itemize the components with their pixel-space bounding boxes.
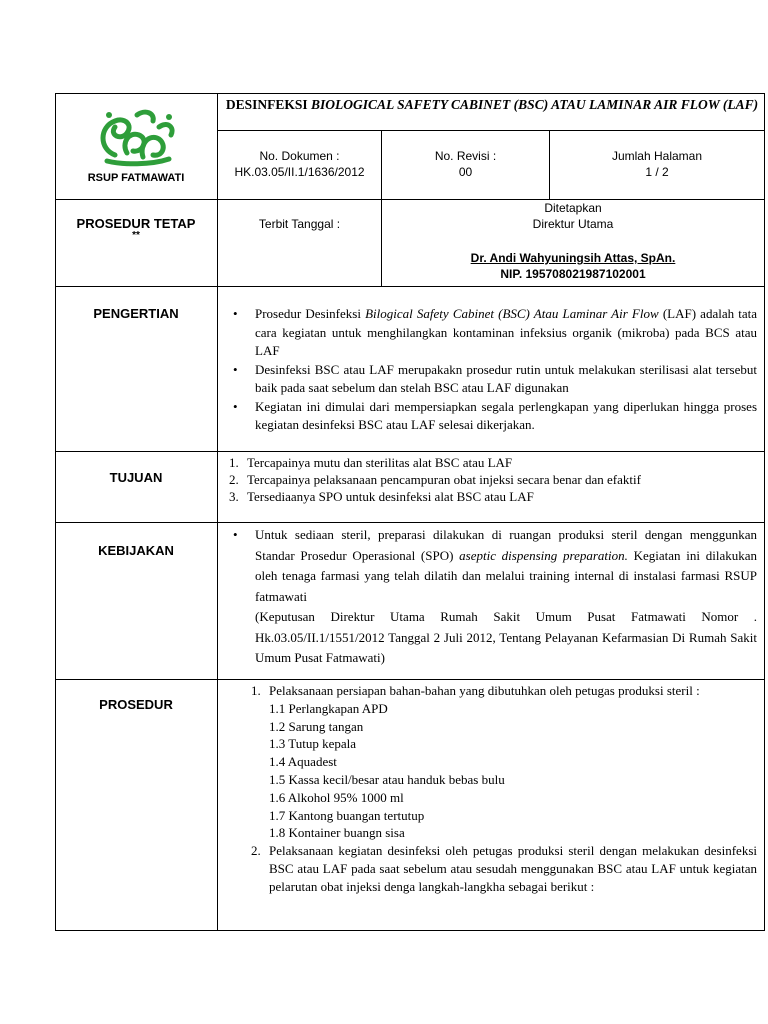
sop-label (55, 217, 217, 241)
row-divider (55, 679, 765, 680)
approver-name: Dr. Andi Wahyuningsih Attas, SpAn. (470, 251, 676, 265)
section-body-pengertian (227, 305, 757, 435)
document-title-italic: BIOLOGICAL SAFETY CABINET (BSC) ATAU LAMINAR AIR FLOW (LAF) (311, 97, 759, 112)
sop-label-text: PROSEDUR TETAP (76, 216, 196, 231)
approver-title: Direktur Utama (532, 217, 614, 231)
list-item-text: Tercapainya mutu dan sterilitas alat BSC atau LAF (247, 455, 513, 470)
rsup-fatmawati-logo (93, 105, 181, 167)
row-divider (55, 286, 765, 287)
approval-label: Ditetapkan (544, 201, 602, 215)
table-border-bottom (55, 930, 765, 931)
list-item-text: (LAF) adalah tata cara kegiatan untuk menghilangkan kontaminan infeksius organik (mikroba) pada BCS atau LAF (255, 306, 757, 358)
section-body-kebijakan (227, 525, 757, 669)
list-item-text: Pelaksanaan persiapan bahan-bahan yang dibutuhkan oleh petugas produksi steril : (269, 683, 700, 698)
list-item-italic: aseptic dispensing preparation. (459, 547, 628, 563)
section-label-tujuan: TUJUAN (109, 470, 163, 485)
table-border-right (764, 93, 765, 931)
approval-block (382, 200, 764, 282)
list-item-text: Kegiatan ini dilakukan oleh tenaga farmasi yang telah dilatih dan melalui training internal di instalasi farmasi RSUP fatmawati (255, 547, 757, 604)
list-item: 2. Tercapainya pelaksanaan pencampuran obat injeksi secara benar dan efaktif (229, 472, 641, 487)
list-item: 3. Tersediaanya SPO untuk desinfeksi alat BSC atau LAF (229, 489, 534, 504)
document-title-plain: DESINFEKSI (225, 97, 312, 112)
section-label-prosedur: PROSEDUR (99, 697, 173, 712)
list-item: • Desinfeksi BSC atau LAF merupakakn prosedur rutin untuk melakukan sterilisasi alat tersebut baik pada saat sebelum dan stelah BSC atau LAF digunakan (255, 361, 757, 398)
sub-list-item: 1.3 Tutup kepala (269, 736, 357, 752)
logo-cell (55, 93, 217, 199)
approver-nip: NIP. 195708021987102001 (500, 267, 646, 281)
section-label-pengertian: PENGERTIAN (93, 306, 179, 321)
sub-list-item: 1.1 Perlangkapan APD (269, 700, 388, 716)
list-item-text: Pelaksanaan kegiatan desinfeksi oleh petugas produksi steril dengan melakukan desinfeksi BSC atau LAF pada saat sebelum atau sesudah menggunakan BSC atau LAF untuk kegiatan pelarutan obat injeksi denga langkah-langkha sebagai berikut : (269, 843, 757, 894)
sub-list-item: 1.5 Kassa kecil/besar atau handuk bebas bulu (269, 771, 505, 787)
sub-list-item: 1.2 Sarung tangan (269, 718, 364, 734)
sub-list-item: 1.6 Alkohol 95% 1000 ml (269, 789, 404, 805)
policy-reference: (Keputusan Direktur Utama Rumah Sakit Umum Pusat Fatmawati Nomor . Hk.03.05/II.1/1551/2012 Tanggal 2 Juli 2012, Tentang Pelayanan Kefarmasian Di Rumah Sakit Umum Pusat Fatmawati) (255, 609, 757, 665)
sub-list-item: 1.7 Kantong buangan tertutup (269, 807, 425, 823)
section-body-tujuan (227, 454, 757, 505)
list-item-italic: Bilogical Safety Cabinet (BSC) Atau Laminar Air Flow (365, 306, 659, 321)
section-body-prosedur (227, 682, 757, 896)
section-label-kebijakan: KEBIJAKAN (98, 543, 174, 558)
sop-label-mark: ** (132, 230, 140, 241)
revision-label: No. Revisi : (434, 149, 497, 163)
title-divider (217, 130, 765, 131)
document-number (218, 148, 381, 180)
list-item-text: Tersediaanya SPO untuk desinfeksi alat BSC atau LAF (247, 489, 534, 504)
document-number-value: HK.03.05/II.1/1636/2012 (234, 165, 365, 179)
list-item-text: Tercapainya pelaksanaan pencampuran obat injeksi secara benar dan efaktif (247, 472, 641, 487)
list-item: 1. Tercapainya mutu dan sterilitas alat BSC atau LAF (229, 455, 513, 470)
issue-date-label: Terbit Tanggal : (258, 217, 341, 231)
page-count-value: 1 / 2 (645, 165, 669, 179)
page-count-label: Jumlah Halaman (611, 149, 703, 163)
document-title (225, 96, 759, 113)
revision-value: 00 (458, 165, 473, 179)
page-count (550, 148, 764, 180)
row-divider (55, 451, 765, 452)
list-item: 1. Pelaksanaan persiapan bahan-bahan yang dibutuhkan oleh petugas produksi steril : 1.1 Perlangkapan APD 1.2 Sarung tangan 1.3 Tutup kepala 1.4 Aquadest 1.5 Kassa kecil/besar atau handuk bebas bulu 1.6 Alkohol 95% 1000 ml 1.7 Kantong buangan tertutup 1.8 Kontainer buangn sisa (269, 682, 757, 842)
sub-list (269, 700, 757, 842)
list-item (255, 525, 757, 607)
revision-number (382, 148, 549, 180)
list-item (255, 305, 757, 361)
row-divider (55, 522, 765, 523)
document-number-label: No. Dokumen : (259, 149, 340, 163)
list-item: 2. Pelaksanaan kegiatan desinfeksi oleh petugas produksi steril dengan melakukan desinfeksi BSC atau LAF pada saat sebelum atau sesudah menggunakan BSC atau LAF untuk kegiatan pelarutan obat injeksi denga langkah-langkha sebagai berikut : (251, 843, 757, 894)
sub-list-item: 1.8 Kontainer buangn sisa (269, 825, 405, 841)
list-item-text: Untuk sediaan steril, preparasi dilakukan di ruangan produksi steril dengan menggunkan Standar Prosedur Operasional (SPO) (255, 527, 757, 563)
sub-list-item: 1.4 Aquadest (269, 754, 337, 770)
list-item: • Kegiatan ini dimulai dari mempersiapkan segala perlengkapan yang diperlukan hingga proses kegiatan desinfeksi BSC atau LAF selesai dikerjakan. (255, 398, 757, 435)
logo-caption: RSUP FATMAWATI (87, 172, 185, 184)
sop-document (55, 93, 765, 931)
list-item-text: Prosedur Desinfeksi (255, 306, 366, 321)
